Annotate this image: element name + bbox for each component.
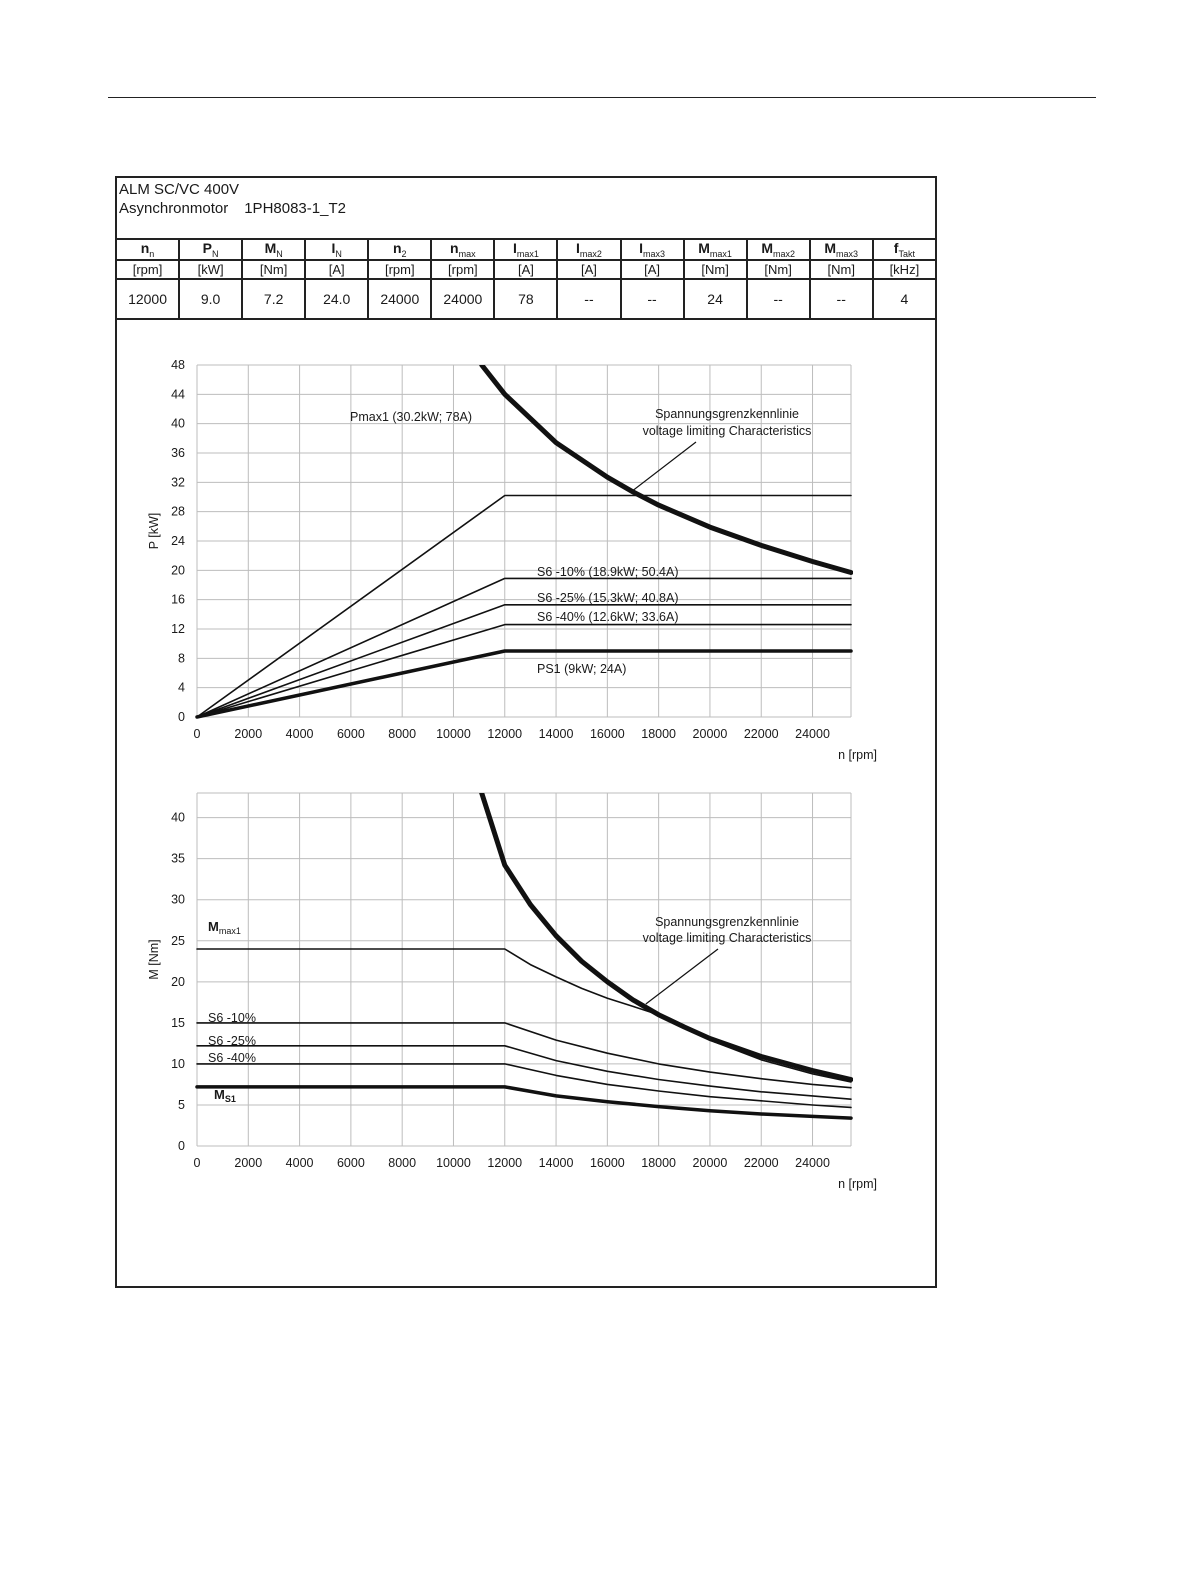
y-tick-label: 20 bbox=[171, 974, 185, 989]
y-tick-label: 48 bbox=[171, 358, 185, 372]
spec-unit: [A] bbox=[494, 260, 557, 279]
y-tick-label: 15 bbox=[171, 1015, 185, 1030]
spec-value: 7.2 bbox=[242, 279, 305, 319]
x-tick-label: 14000 bbox=[538, 1156, 574, 1170]
spec-symbol-letter: I bbox=[576, 240, 580, 256]
spec-value: 78 bbox=[494, 279, 557, 319]
x-tick-label: 16000 bbox=[589, 727, 625, 741]
spec-symbol-sub: max bbox=[458, 248, 476, 259]
x-tick-label: 8000 bbox=[388, 1156, 417, 1170]
spec-symbol-letter: I bbox=[512, 240, 517, 256]
series-label: S6 -25% (15.3kW; 40.8A) bbox=[537, 591, 679, 605]
y-tick-label: 0 bbox=[178, 710, 185, 724]
x-tick-label: 0 bbox=[193, 727, 201, 741]
title-line-1: ALM SC/VC 400V bbox=[119, 181, 240, 198]
y-tick-label: 0 bbox=[178, 1139, 185, 1153]
series-label: S6 -25% bbox=[208, 1034, 256, 1048]
series-label-sub: S1 bbox=[224, 1094, 236, 1104]
spec-symbol-letter: n bbox=[392, 240, 402, 256]
series-label: Pmax1 (30.2kW; 78A) bbox=[350, 410, 473, 424]
spec-symbol-sub: N bbox=[335, 248, 342, 259]
series-line bbox=[197, 605, 851, 717]
x-tick-label: 10000 bbox=[436, 1156, 471, 1170]
series-label-main: M bbox=[208, 919, 219, 934]
spec-symbol-letter: P bbox=[202, 240, 213, 256]
y-tick-label: 40 bbox=[171, 810, 185, 825]
x-tick-label: 24000 bbox=[795, 727, 830, 741]
spec-symbol-letter: M bbox=[698, 240, 710, 256]
y-tick-label: 24 bbox=[171, 534, 185, 548]
x-tick-label: 18000 bbox=[641, 727, 677, 741]
spec-symbol-letter: M bbox=[761, 240, 773, 256]
motor-model: 1PH8083-1_T2 bbox=[244, 200, 346, 217]
y-tick-label: 4 bbox=[178, 680, 185, 695]
y-tick-label: 20 bbox=[171, 563, 185, 578]
spec-value: 24.0 bbox=[305, 279, 368, 319]
y-axis-label: M [Nm] bbox=[147, 939, 161, 980]
x-axis-label: n [rpm] bbox=[838, 748, 877, 762]
y-axis-label: P [kW] bbox=[147, 512, 161, 550]
spec-symbol-sub: max1 bbox=[516, 248, 539, 259]
x-tick-label: 8000 bbox=[388, 727, 417, 741]
series-label bbox=[214, 1087, 236, 1104]
series-line bbox=[197, 949, 851, 1082]
y-tick-label: 5 bbox=[178, 1097, 185, 1112]
spec-symbol-sub: max3 bbox=[642, 248, 665, 259]
voltage-limit-label: voltage limiting Characteristics bbox=[642, 931, 812, 945]
y-tick-label: 35 bbox=[171, 851, 185, 866]
spec-value: 9.0 bbox=[179, 279, 242, 319]
x-tick-label: 10000 bbox=[436, 727, 471, 741]
spec-unit: [A] bbox=[557, 260, 620, 279]
series-label: S6 -40% (12.6kW; 33.6A) bbox=[537, 610, 679, 624]
spec-unit: [A] bbox=[305, 260, 368, 279]
spec-symbol-sub: N bbox=[276, 248, 283, 259]
spec-symbol-letter: n bbox=[140, 240, 150, 256]
y-tick-label: 12 bbox=[171, 622, 185, 636]
spec-symbol-sub: 2 bbox=[401, 248, 407, 259]
x-tick-label: 14000 bbox=[538, 727, 574, 741]
spec-symbol-letter: M bbox=[264, 240, 277, 256]
y-tick-label: 36 bbox=[171, 446, 185, 460]
series-label: PS1 (9kW; 24A) bbox=[537, 662, 627, 676]
spec-symbol-sub: Takt bbox=[898, 248, 915, 259]
spec-unit: [rpm] bbox=[368, 260, 431, 279]
x-tick-label: 24000 bbox=[795, 1156, 830, 1170]
voltage-limit-label: voltage limiting Characteristics bbox=[642, 424, 812, 438]
series-label: S6 -10% (18.9kW; 50.4A) bbox=[537, 565, 679, 579]
spec-unit: [kW] bbox=[179, 260, 242, 279]
spec-symbol-letter: n bbox=[450, 240, 459, 256]
x-axis-label: n [rpm] bbox=[838, 1177, 877, 1191]
spec-value: 12000 bbox=[116, 279, 179, 319]
y-tick-label: 10 bbox=[171, 1056, 185, 1071]
series-label bbox=[208, 919, 241, 936]
spec-value: -- bbox=[557, 279, 620, 319]
spec-unit: [kHz] bbox=[873, 260, 936, 279]
x-tick-label: 20000 bbox=[692, 1156, 728, 1170]
series-group bbox=[197, 793, 851, 1118]
y-tick-label: 28 bbox=[171, 504, 185, 519]
y-tick-label: 8 bbox=[178, 651, 185, 666]
spec-symbol-sub: max3 bbox=[836, 248, 859, 259]
series-line bbox=[197, 496, 851, 718]
spec-symbol-sub: n bbox=[149, 248, 155, 259]
x-tick-label: 4000 bbox=[285, 727, 314, 741]
spec-unit: [Nm] bbox=[684, 260, 747, 279]
voltage-limit-label: Spannungsgrenzkennlinie bbox=[655, 407, 799, 421]
spec-symbol-sub: N bbox=[212, 248, 219, 259]
series-label-main: M bbox=[214, 1087, 225, 1102]
x-tick-label: 12000 bbox=[487, 727, 523, 741]
spec-value: 4 bbox=[873, 279, 936, 319]
y-tick-label: 32 bbox=[171, 475, 185, 490]
y-tick-label: 16 bbox=[171, 592, 185, 607]
series-line bbox=[197, 651, 851, 717]
spec-symbol-letter: I bbox=[331, 240, 336, 256]
spec-unit: [Nm] bbox=[747, 260, 810, 279]
spec-symbol-letter: I bbox=[639, 240, 643, 256]
voltage-limit-label: Spannungsgrenzkennlinie bbox=[655, 915, 799, 929]
motor-type: Asynchronmotor bbox=[119, 200, 229, 217]
spec-symbol-sub: max2 bbox=[772, 248, 795, 259]
x-tick-label: 18000 bbox=[641, 1156, 677, 1170]
x-tick-label: 6000 bbox=[336, 727, 365, 741]
x-tick-label: 4000 bbox=[285, 1156, 314, 1170]
spec-symbol-letter: M bbox=[824, 240, 837, 256]
series-label: S6 -10% bbox=[208, 1011, 256, 1025]
x-tick-label: 2000 bbox=[234, 727, 263, 741]
spec-unit: [Nm] bbox=[810, 260, 873, 279]
series-label: S6 -40% bbox=[208, 1051, 256, 1065]
spec-unit: [A] bbox=[621, 260, 684, 279]
spec-unit: [Nm] bbox=[242, 260, 305, 279]
spec-value: 24000 bbox=[368, 279, 431, 319]
series-line bbox=[197, 625, 851, 717]
voltage-limit-leader bbox=[646, 949, 718, 1004]
x-tick-label: 22000 bbox=[743, 1156, 779, 1170]
series-label-sub: max1 bbox=[218, 926, 241, 936]
spec-value: 24000 bbox=[431, 279, 494, 319]
x-tick-label: 2000 bbox=[234, 1156, 263, 1170]
x-tick-label: 6000 bbox=[336, 1156, 365, 1170]
spec-symbol-letter: f bbox=[893, 240, 899, 256]
spec-value: -- bbox=[621, 279, 684, 319]
y-tick-label: 40 bbox=[171, 416, 185, 431]
x-tick-label: 22000 bbox=[743, 727, 779, 741]
spec-symbol-sub: max1 bbox=[709, 248, 732, 259]
y-tick-label: 25 bbox=[171, 933, 185, 948]
x-tick-label: 16000 bbox=[589, 1156, 625, 1170]
spec-unit: [rpm] bbox=[431, 260, 494, 279]
y-tick-label: 44 bbox=[171, 387, 185, 402]
y-tick-label: 30 bbox=[171, 892, 185, 907]
x-tick-label: 0 bbox=[193, 1156, 201, 1170]
spec-value: -- bbox=[810, 279, 873, 319]
x-tick-label: 20000 bbox=[692, 727, 728, 741]
spec-unit: [rpm] bbox=[116, 260, 179, 279]
spec-value: -- bbox=[747, 279, 810, 319]
voltage-limit-leader bbox=[633, 442, 696, 490]
spec-symbol-sub: max2 bbox=[579, 248, 602, 259]
spec-value: 24 bbox=[684, 279, 747, 319]
x-tick-label: 12000 bbox=[487, 1156, 523, 1170]
